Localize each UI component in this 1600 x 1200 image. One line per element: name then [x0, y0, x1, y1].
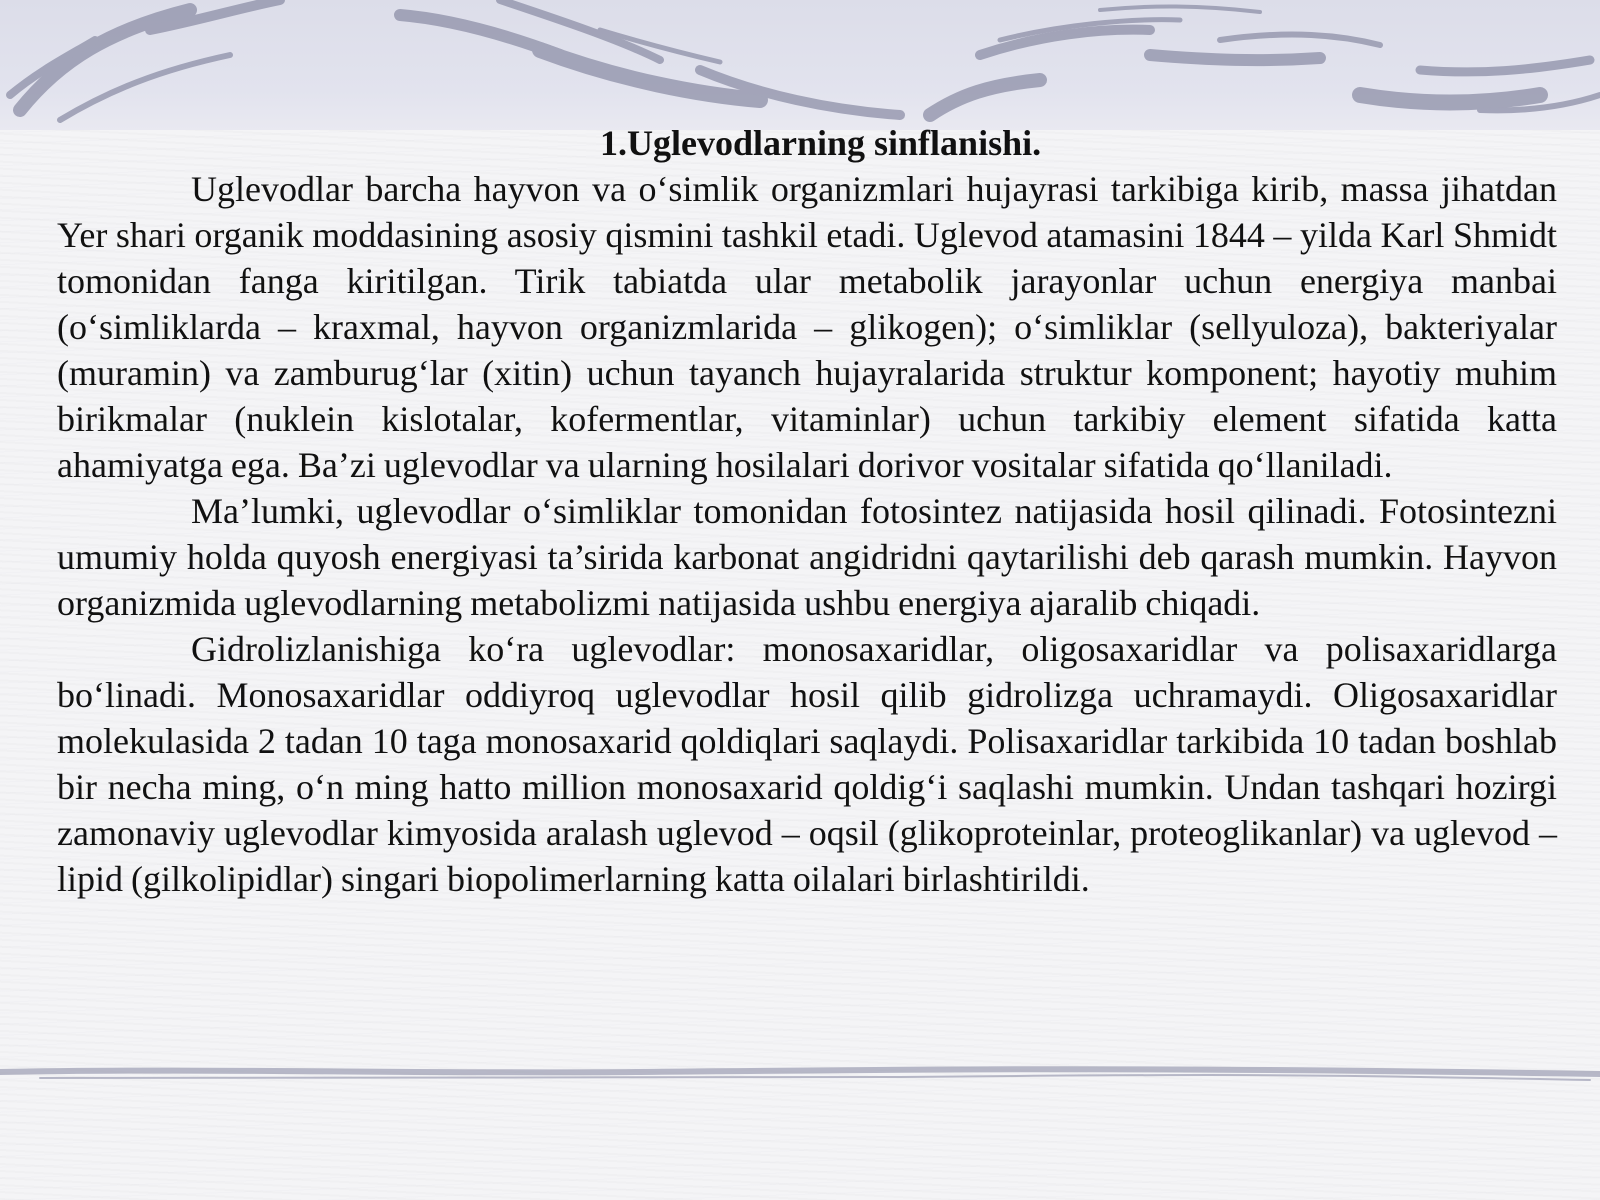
decorative-top-band [0, 0, 1600, 130]
decorative-bottom-band [0, 1060, 1600, 1100]
brush-strokes-top [0, 0, 1600, 130]
paragraph: Ma’lumki, uglevodlar o‘simliklar tomonidan fotosintez natijasida hosil qilinadi. Fotosintezni umumiy holda quyosh energiyasi ta’sirida karbonat angidridni qaytarilishi deb qarash mumkin. Hayvon organizmida uglevodlarning metabolizmi natijasida ushbu energiya ajaralib chiqadi. [57, 491, 1557, 623]
paragraph: Gidrolizlanishiga ko‘ra uglevodlar: monosaxaridlar, oligosaxaridlar va polisaxaridlarga bo‘linadi. Monosaxaridlar oddiyroq uglevodlar hosil qilib gidrolizga uchramaydi. Oligosaxaridlar molekulasida 2 tadan 10 taga monosaxarid qoldiqlari saqlaydi. Polisaxaridlar tarkibida 10 tadan boshlab bir necha ming, o‘n ming hatto million monosaxarid qoldig‘i saqlashi mumkin. Undan tashqari hozirgi zamonaviy uglevodlar kimyosida aralash uglevod – oqsil (glikoproteinlar, proteoglikanlar) va uglevod – lipid (gilkolipidlar) singari biopolimerlarning katta oilalari birlashtirildi. [57, 629, 1557, 899]
paragraph: Uglevodlar barcha hayvon va o‘simlik organizmlari hujayrasi tarkibiga kirib, massa jihatdan Yer shari organik moddasining asosiy qismini tashkil etadi. Uglevod atamasini 1844 – yilda Karl Shmidt tomonidan fanga kiritilgan. Tirik tabiatda ular metabolik jarayonlar uchun energiya manbai (o‘simliklarda – kraxmal, hayvon organizmlarida – glikogen); o‘simliklar (sellyuloza), bakteriyalar (muramin) va zamburug‘lar (xitin) uchun tayanch hujayralarida struktur komponent; hayotiy muhim birikmalar (nuklein kislotalar, kofermentlar, vitaminlar) uchun tarkibiy element sifatida katta ahamiyatga ega. Ba’zi uglevodlar va ularning hosilalari dorivor vositalar sifatida qo‘llaniladi. [57, 169, 1557, 485]
section-title: 1.Uglevodlarning sinflanishi. [600, 123, 1042, 163]
document-body [57, 120, 1557, 902]
brush-strokes-bottom [0, 1060, 1600, 1100]
